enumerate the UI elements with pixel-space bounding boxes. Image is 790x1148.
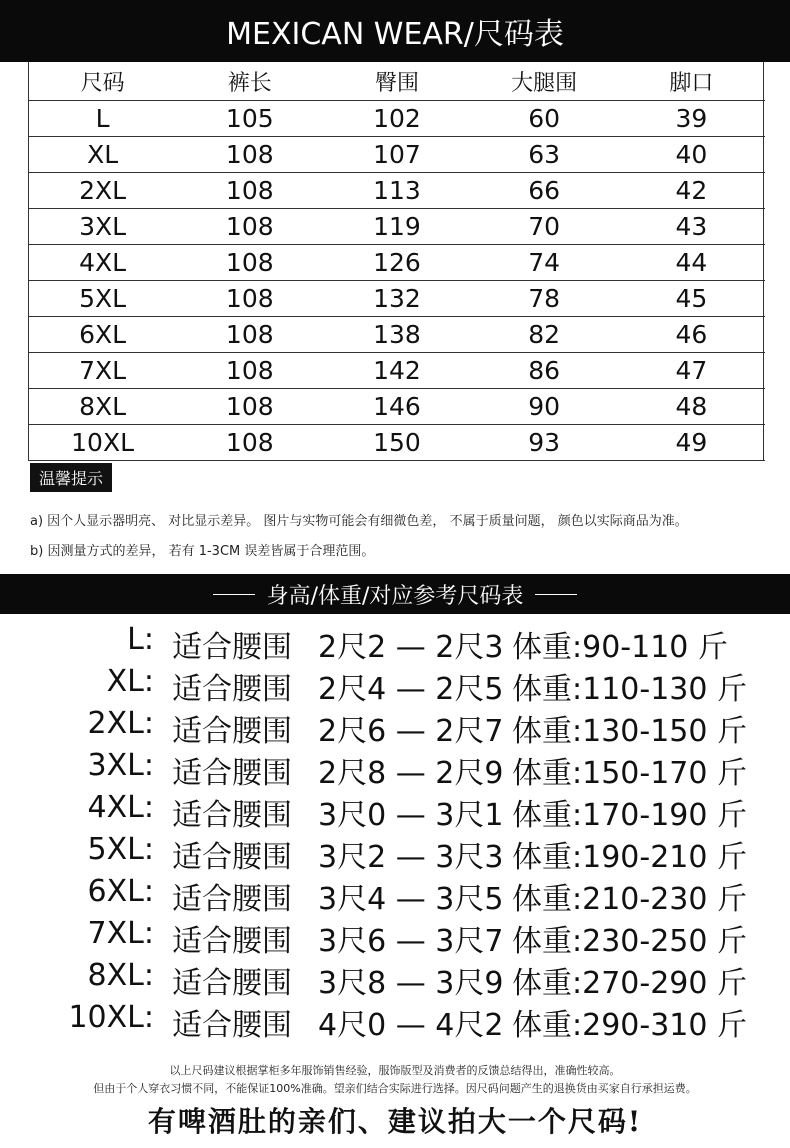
- table-cell: 138: [323, 317, 470, 353]
- table-cell: 93: [471, 425, 618, 461]
- table-cell: 108: [176, 137, 323, 173]
- reference-waist-range: 2尺4 — 2尺5: [318, 672, 504, 707]
- table-cell: 7XL: [29, 353, 176, 389]
- table-cell: 45: [618, 281, 765, 317]
- reference-size: XL:: [106, 664, 154, 699]
- reference-size: 5XL:: [87, 832, 154, 867]
- reference-size: 10XL:: [68, 1000, 154, 1035]
- tip-note-b: b) 因测量方式的差异， 若有 1-3CM 误差皆属于合理范围。: [30, 544, 375, 559]
- reference-weight: 体重:270-290 斤: [512, 966, 747, 1001]
- table-row: [29, 281, 765, 317]
- reference-weight: 体重:290-310 斤: [512, 1008, 747, 1043]
- table-cell: 74: [471, 245, 618, 281]
- reference-size: 4XL:: [87, 790, 154, 825]
- table-cell: 113: [323, 173, 470, 209]
- reference-title-bar: [0, 574, 790, 614]
- column-header: 尺码: [29, 62, 176, 101]
- table-cell: XL: [29, 137, 176, 173]
- table-cell: 44: [618, 245, 765, 281]
- column-header: 脚口: [618, 62, 765, 101]
- table-cell: 46: [618, 317, 765, 353]
- table-row: [29, 173, 765, 209]
- table-cell: 142: [323, 353, 470, 389]
- page-title: MEXICAN WEAR/尺码表: [226, 17, 564, 52]
- table-cell: 108: [176, 317, 323, 353]
- table-cell: 82: [471, 317, 618, 353]
- table-cell: 107: [323, 137, 470, 173]
- divider-right: [535, 594, 577, 595]
- table-cell: 105: [176, 101, 323, 137]
- reference-size: 3XL:: [87, 748, 154, 783]
- tip-note-a: a) 因个人显示器明亮、 对比显示差异。 图片与实物可能会有细微色差， 不属于质量问题， 颜色以实际商品为准。: [30, 514, 688, 529]
- reference-row: [0, 874, 790, 916]
- table-row: [29, 137, 765, 173]
- reference-waist-range: 2尺8 — 2尺9: [318, 756, 504, 791]
- footer-note-1: 以上尺码建议根据掌柜多年服饰销售经验，服饰版型及消费者的反馈总结得出，准确性较高。: [169, 1064, 621, 1077]
- reference-size: 2XL:: [87, 706, 154, 741]
- tips-badge: 温馨提示: [30, 463, 112, 492]
- footer-note-2: 但由于个人穿衣习惯不同，不能保证100%准确。望亲们结合实际进行选择。因尺码问题产生的退换货由买家自行承担运费。: [93, 1082, 697, 1095]
- reference-fit-label: 适合腰围: [172, 798, 292, 833]
- table-cell: 48: [618, 389, 765, 425]
- table-cell: 108: [176, 245, 323, 281]
- table-cell: 39: [618, 101, 765, 137]
- reference-fit-label: 适合腰围: [172, 882, 292, 917]
- table-cell: 2XL: [29, 173, 176, 209]
- table-cell: 49: [618, 425, 765, 461]
- table-cell: 40: [618, 137, 765, 173]
- table-row: [29, 101, 765, 137]
- table-cell: 150: [323, 425, 470, 461]
- table-cell: 108: [176, 281, 323, 317]
- size-table: [29, 62, 765, 461]
- reference-weight: 体重:110-130 斤: [512, 672, 747, 707]
- table-cell: 126: [323, 245, 470, 281]
- table-header-row: [29, 62, 765, 101]
- reference-row: [0, 664, 790, 706]
- table-cell: 66: [471, 173, 618, 209]
- table-cell: 78: [471, 281, 618, 317]
- reference-row: [0, 1000, 790, 1042]
- table-cell: 132: [323, 281, 470, 317]
- reference-weight: 体重:150-170 斤: [512, 756, 747, 791]
- reference-fit-label: 适合腰围: [172, 1008, 292, 1043]
- reference-waist-range: 3尺2 — 3尺3: [318, 840, 504, 875]
- table-row: [29, 317, 765, 353]
- reference-row: [0, 958, 790, 1000]
- table-cell: 108: [176, 425, 323, 461]
- table-cell: 4XL: [29, 245, 176, 281]
- reference-row: [0, 706, 790, 748]
- reference-waist-range: 3尺4 — 3尺5: [318, 882, 504, 917]
- table-row: [29, 209, 765, 245]
- reference-row: [0, 748, 790, 790]
- reference-size: 7XL:: [87, 916, 154, 951]
- table-cell: 86: [471, 353, 618, 389]
- reference-waist-range: 3尺0 — 3尺1: [318, 798, 504, 833]
- table-cell: 8XL: [29, 389, 176, 425]
- size-table-container: [28, 62, 764, 461]
- reference-row: [0, 790, 790, 832]
- footer-slogan: 有啤酒肚的亲们、建议拍大一个尺码!: [147, 1105, 643, 1138]
- reference-fit-label: 适合腰围: [172, 966, 292, 1001]
- reference-size: 8XL:: [87, 958, 154, 993]
- reference-fit-label: 适合腰围: [172, 924, 292, 959]
- reference-waist-range: 4尺0 — 4尺2: [318, 1008, 504, 1043]
- reference-weight: 体重:170-190 斤: [512, 798, 747, 833]
- table-cell: 90: [471, 389, 618, 425]
- reference-weight: 体重:90-110 斤: [512, 630, 728, 665]
- column-header: 大腿围: [471, 62, 618, 101]
- table-cell: 146: [323, 389, 470, 425]
- reference-row: [0, 832, 790, 874]
- table-cell: 102: [323, 101, 470, 137]
- table-cell: 43: [618, 209, 765, 245]
- reference-waist-range: 3尺6 — 3尺7: [318, 924, 504, 959]
- reference-waist-range: 3尺8 — 3尺9: [318, 966, 504, 1001]
- table-cell: 108: [176, 389, 323, 425]
- reference-fit-label: 适合腰围: [172, 714, 292, 749]
- table-cell: 108: [176, 173, 323, 209]
- table-row: [29, 245, 765, 281]
- table-cell: 60: [471, 101, 618, 137]
- reference-size: L:: [127, 622, 154, 657]
- table-cell: 63: [471, 137, 618, 173]
- divider-left: [213, 594, 255, 595]
- table-cell: 108: [176, 209, 323, 245]
- reference-row: [0, 622, 790, 664]
- table-cell: 108: [176, 353, 323, 389]
- table-row: [29, 353, 765, 389]
- reference-size: 6XL:: [87, 874, 154, 909]
- page-title-bar: [0, 0, 790, 62]
- table-cell: 119: [323, 209, 470, 245]
- reference-waist-range: 2尺2 — 2尺3: [318, 630, 504, 665]
- table-row: [29, 389, 765, 425]
- reference-waist-range: 2尺6 — 2尺7: [318, 714, 504, 749]
- reference-weight: 体重:210-230 斤: [512, 882, 747, 917]
- reference-fit-label: 适合腰围: [172, 672, 292, 707]
- table-cell: 70: [471, 209, 618, 245]
- table-cell: 3XL: [29, 209, 176, 245]
- table-cell: 5XL: [29, 281, 176, 317]
- reference-fit-label: 适合腰围: [172, 630, 292, 665]
- table-cell: L: [29, 101, 176, 137]
- reference-fit-label: 适合腰围: [172, 756, 292, 791]
- reference-weight: 体重:190-210 斤: [512, 840, 747, 875]
- table-cell: 42: [618, 173, 765, 209]
- column-header: 裤长: [176, 62, 323, 101]
- table-cell: 47: [618, 353, 765, 389]
- table-row: [29, 425, 765, 461]
- table-cell: 6XL: [29, 317, 176, 353]
- reference-row: [0, 916, 790, 958]
- reference-weight: 体重:130-150 斤: [512, 714, 747, 749]
- column-header: 臀围: [323, 62, 470, 101]
- reference-fit-label: 适合腰围: [172, 840, 292, 875]
- table-cell: 10XL: [29, 425, 176, 461]
- reference-weight: 体重:230-250 斤: [512, 924, 747, 959]
- reference-title: 身高/体重/对应参考尺码表: [266, 583, 524, 609]
